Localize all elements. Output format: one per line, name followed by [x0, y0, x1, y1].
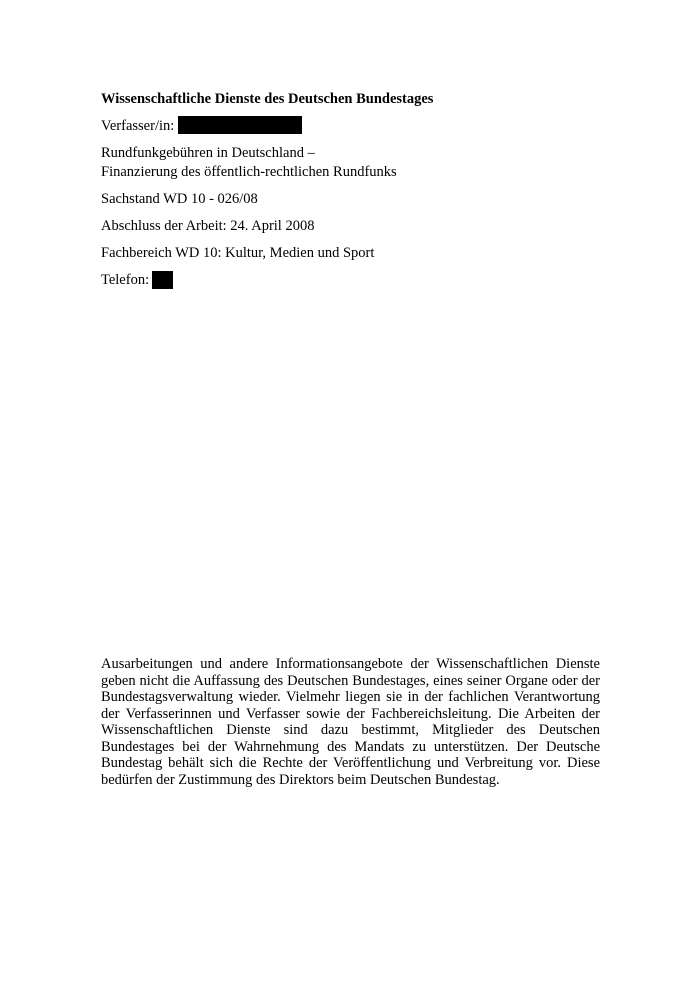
topic [101, 144, 601, 182]
status-line: Sachstand WD 10 - 026/08 [101, 191, 258, 207]
topic-line-1: Rundfunkgebühren in Deutschland – [101, 145, 315, 161]
department-line: Fachbereich WD 10: Kultur, Medien und Sport [101, 245, 375, 261]
author-redaction [178, 116, 302, 134]
author-label: Verfasser/in: [101, 118, 175, 134]
phone-line [101, 271, 601, 290]
completion-line: Abschluss der Arbeit: 24. April 2008 [101, 218, 315, 234]
document-header [101, 89, 601, 298]
phone-label: Telefon: [101, 272, 150, 288]
organization-title: Wissenschaftliche Dienste des Deutschen Bundestages [101, 91, 434, 107]
author-line [101, 116, 601, 136]
disclaimer-paragraph: Ausarbeitungen und andere Informationsangebote der Wissenschaftlichen Dienste geben nicht die Auffassung des Deutschen Bundestages, eines seiner Organe oder der Bundestagsverwaltung wieder. Vielmehr liegen sie in der fachlichen Verantwortung der Verfasserinnen und Verfasser sowie der Fachbereichsleitung. Die Arbeiten der Wissenschaftlichen Dienste sind dazu bestimmt, Mitglieder des Deutschen Bundestages bei der Wahrnehmung des Mandats zu unterstützen. Der Deutsche Bundestag behält sich die Rechte der Veröffentlichung und Verbreitung vor. Diese bedürfen der Zustimmung des Direktors beim Deutschen Bundestag. [101, 656, 600, 788]
phone-redaction [152, 271, 173, 289]
topic-line-2: Finanzierung des öffentlich-rechtlichen Rundfunks [101, 164, 397, 180]
